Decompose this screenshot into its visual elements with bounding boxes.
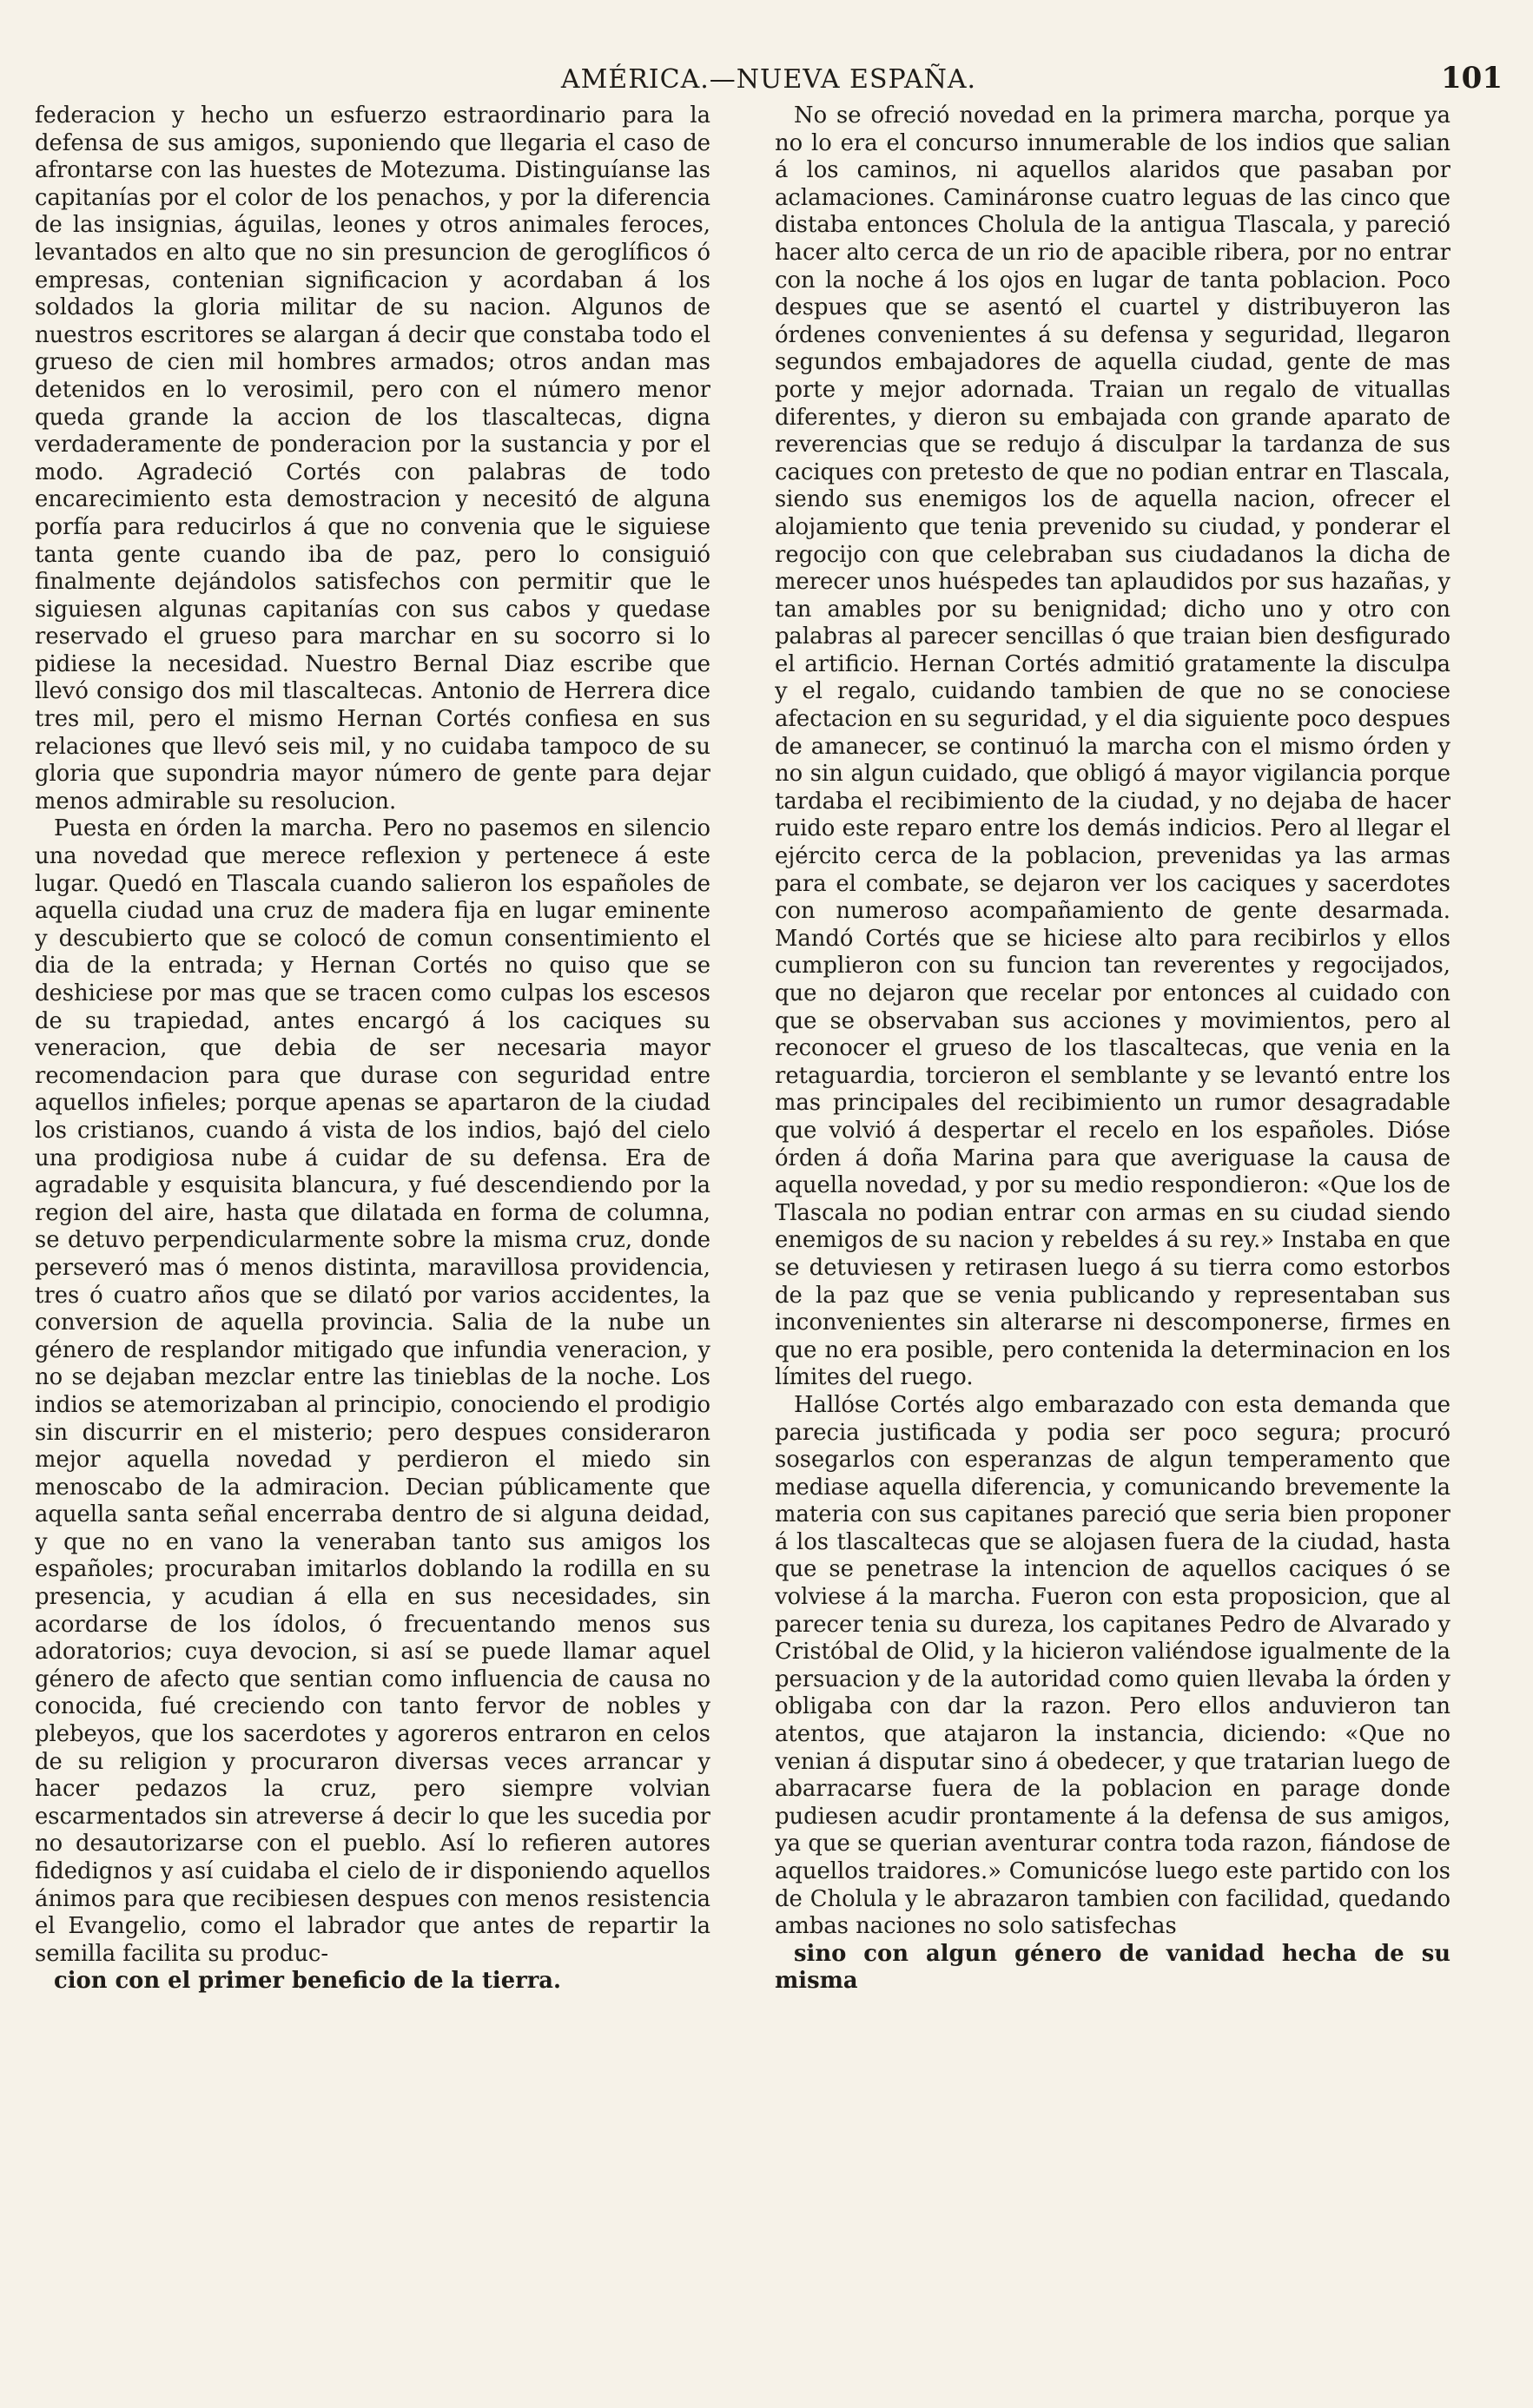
right-paragraph-2-end: sino con algun género de vanidad hecha de su misma <box>775 1940 1450 1995</box>
right-paragraph-2: Hallóse Cortés algo embarazado con esta demanda que parecia justificada y podia ser poco segura; procuró sosegarlos con esperanzas de algun temperamento que mediase aquella diferencia, y comunicando brevemente la materia con sus capitanes pareció que seria bien proponer á los tlascaltecas que se alojasen fuera de la ciudad, hasta que se penetrase la intencion de aquellos caciques ó se volviese á la marcha. Fueron con esta proposicion, que al parecer tenia su dureza, los capitanes Pedro de Alvarado y Cristóbal de Olid, y la hicieron valiéndose igualmente de la persuacion y de la autoridad como quien llevaba la órden y obligaba con dar la razon. Pero ellos anduvieron tan atentos, que atajaron la instancia, diciendo: «Que no venian á disputar sino á obedecer, y que tratarian luego de abarracarse fuera de la poblacion en parage donde pudiesen acudir prontamente á la defensa de sus amigos, ya que se querian aventurar contra toda razon, fiándose de aquellos traidores.» Comunicóse luego este partido con los de Cholula y le abrazaron tambien con facilidad, quedando ambas naciones no solo satisfechas <box>775 1391 1450 1940</box>
left-paragraph-1: federacion y hecho un esfuerzo estraordinario para la defensa de sus amigos, suponiendo que llegaria el caso de afrontarse con las huestes de Motezuma. Distinguíanse las capitanías por el color de los penachos, y por la diferencia de las insignias, águilas, leones y otros animales feroces, levantados en alto que no sin presuncion de geroglíficos ó empresas, contenian significacion y acordaban á los soldados la gloria militar de su nacion. Algunos de nuestros escritores se alargan á decir que constaba todo el grueso de cien mil hombres armados; otros andan mas detenidos en lo verosimil, pero con el número menor queda grande la accion de los tlascaltecas, digna verdaderamente de ponderacion por la sustancia y por el modo. Agradeció Cortés con palabras de todo encarecimiento esta demostracion y necesitó de alguna porfía para reducirlos á que no convenia que le siguiese tanta gente cuando iba de paz, pero lo consiguió finalmente dejándolos satisfechos con permitir que le siguiesen algunas capitanías con sus cabos y quedase reservado el grueso para marchar en su socorro si lo pidiese la necesidad. Nuestro Bernal Diaz escribe que llevó consigo dos mil tlascaltecas. Antonio de Herrera dice tres mil, pero el mismo Hernan Cortés confiesa en sus relaciones que llevó seis mil, y no cuidaba tampoco de su gloria que supondria mayor número de gente para dejar menos admirable su resolucion. <box>35 102 710 815</box>
left-column <box>35 102 710 2326</box>
page-header <box>35 61 1503 102</box>
running-title: AMÉRICA.—NUEVA ESPAÑA. <box>560 64 977 95</box>
right-column <box>775 102 1450 2326</box>
left-paragraph-2-end: cion con el primer beneficio de la tierra. <box>54 1968 562 1995</box>
right-paragraph-1: No se ofreció novedad en la primera marcha, porque ya no lo era el concurso innumerable de los indios que salian á los caminos, ni aquellos alaridos que pasaban por aclamaciones. Camináronse cuatro leguas de las cinco que distaba entonces Cholula de la antigua Tlascala, y pareció hacer alto cerca de un rio de apacible ribera, por no entrar con la noche á los ojos en lugar de tanta poblacion. Poco despues que se asentó el cuartel y distribuyeron las órdenes convenientes á su defensa y seguridad, llegaron segundos embajadores de aquella ciudad, gente de mas porte y mejor adornada. Traian un regalo de vituallas diferentes, y dieron su embajada con grande aparato de reverencias que se redujo á disculpar la tardanza de sus caciques con pretesto de que no podian entrar en Tlascala, siendo sus enemigos los de aquella nacion, ofrecer el alojamiento que tenia prevenido su ciudad, y ponderar el regocijo con que celebraban sus ciudadanos la dicha de merecer unos huéspedes tan aplaudidos por sus hazañas, y tan amables por su benignidad; dicho uno y otro con palabras al parecer sencillas ó que traian bien desfigurado el artificio. Hernan Cortés admitió gratamente la disculpa y el regalo, cuidando tambien de que no se conociese afectacion en su seguridad, y el dia siguiente poco despues de amanecer, se continuó la marcha con el mismo órden y no sin algun cuidado, que obligó á mayor vigilancia porque tardaba el recibimiento de la ciudad, y no dejaba de hacer ruido este reparo entre los demás indicios. Pero al llegar el ejército cerca de la poblacion, prevenidas ya las armas para el combate, se dejaron ver los caciques y sacerdotes con numeroso acompañamiento de gente desarmada. Mandó Cortés que se hiciese alto para recibirlos y ellos cumplieron con su funcion tan reverentes y regocijados, que no dejaron que recelar por entonces al cuidado con que se observaban sus acciones y movimientos, pero al reconocer el grueso de los tlascaltecas, que venia en la retaguardia, torcieron el semblante y se levantó entre los mas principales del recibimiento un rumor desagradable que volvió á despertar el recelo en los españoles. Dióse órden á doña Marina para que averiguase la causa de aquella novedad, y por su medio respondieron: «Que los de Tlascala no podian entrar con armas en su ciudad siendo enemigos de su nacion y rebeldes á su rey.» Instaba en que se detuviesen y retirasen luego á su tierra como estorbos de la paz que se venia publicando y representaban sus inconvenientes sin alterarse ni descomponerse, firmes en que no era posible, pero contenida la determinacion en los límites del ruego. <box>775 102 1450 1391</box>
page-number: 101 <box>1441 61 1503 96</box>
left-paragraph-2: Puesta en órden la marcha. Pero no pasemos en silencio una novedad que merece reflexion y pertenece á este lugar. Quedó en Tlascala cuando salieron los españoles de aquella ciudad una cruz de madera fija en lugar eminente y descubierto que se colocó de comun consentimiento el dia de la entrada; y Hernan Cortés no quiso que se deshiciese por mas que se tracen como culpas los escesos de su trapiedad, antes encargó á los caciques su veneracion, que debia de ser necesaria mayor recomendacion para que durase con seguridad entre aquellos infieles; porque apenas se apartaron de la ciudad los cristianos, cuando á vista de los indios, bajó del cielo una prodigiosa nube á cuidar de su defensa. Era de agradable y esquisita blancura, y fué descendiendo por la region del aire, hasta que dilatada en forma de columna, se detuvo perpendicularmente sobre la misma cruz, donde perseveró mas ó menos distinta, maravillosa providencia, tres ó cuatro años que se dilató por varios accidentes, la conversion de aquella provincia. Salia de la nube un género de resplandor mitigado que infundia veneracion, y no se dejaban mezclar entre las tinieblas de la noche. Los indios se atemorizaban al principio, conociendo el prodigio sin discurrir en el misterio; pero despues consideraron mejor aquella novedad y perdieron el miedo sin menoscabo de la admiracion. Decian públicamente que aquella santa señal encerraba dentro de si alguna deidad, y que no en vano la veneraban tanto sus amigos los españoles; procuraban imitarlos doblando la rodilla en su presencia, y acudian á ella en sus necesidades, sin acordarse de los ídolos, ó frecuentando menos sus adoratorios; cuya devocion, si así se puede llamar aquel género de afecto que sentian como influencia de causa no conocida, fué creciendo con tanto fervor de nobles y plebeyos, que los sacerdotes y agoreros entraron en celos de su religion y procuraron diversas veces arrancar y hacer pedazos la cruz, pero siempre volvian escarmentados sin atreverse á decir lo que les sucedia por no desautorizarse con el pueblo. Así lo refieren autores fidedignos y así cuidaba el cielo de ir disponiendo aquellos ánimos para que recibiesen despues con menos resistencia el Evangelio, como el labrador que antes de repartir la semilla facilita su produc- <box>35 815 710 1967</box>
